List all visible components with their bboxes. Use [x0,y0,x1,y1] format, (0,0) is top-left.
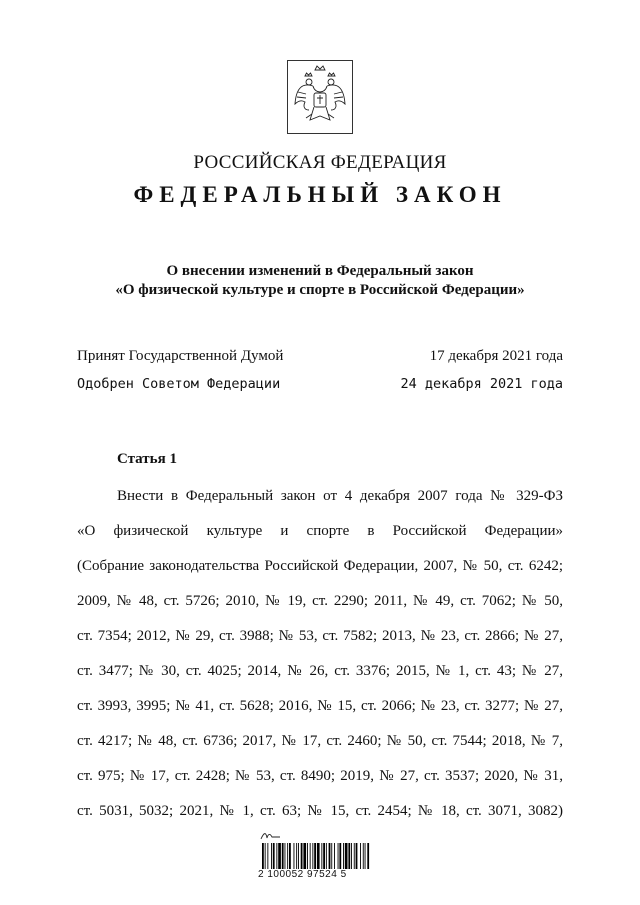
barcode-bar [363,843,364,869]
barcode-bar [334,843,335,869]
barcode-bar [310,843,311,869]
council-date: 24 декабря 2021 года [400,376,563,392]
barcode-bar [317,843,320,869]
barcode-bar [298,843,299,869]
barcode-bar [271,843,272,869]
barcode-bar [367,843,369,869]
barcode-bar [348,843,350,869]
barcode-bar [314,843,316,869]
barcode-bar [343,843,344,869]
barcode-bar [326,843,327,869]
barcode-bar [345,843,348,869]
article-heading: Статья 1 [117,451,177,467]
barcode-bar [294,843,295,869]
barcode [260,843,372,871]
barcode-bar [303,843,306,869]
barcode-bar [307,843,308,869]
barcode-bar [331,843,332,869]
barcode-bar [285,843,286,869]
article-line: 2009, № 48, ст. 5726; 2010, № 19, ст. 2290; 2011, № 49, ст. 7062; № 50, [77,593,563,609]
law-title-line-2: «О физической культуре и спорте в Российской Федерации» [115,282,525,298]
article-line: ст. 5031, 5032; 2021, № 1, ст. 63; № 15, ст. 2454; № 18, ст. 3071, 3082) [77,803,563,819]
barcode-bar [351,843,352,869]
barcode-bar [289,843,291,869]
article-line: ст. 3993, 3995; № 41, ст. 5628; 2016, № 15, ст. 2066; № 23, ст. 3277; № 27, [77,698,563,714]
barcode-number: 2 100052 97524 5 [258,869,347,880]
law-title [0,262,640,300]
barcode-bar [282,843,284,869]
barcode-bar [276,843,277,869]
barcode-bar [354,843,355,869]
barcode-bar [360,843,361,869]
article-line: ст. 7354; 2012, № 29, ст. 3988; № 53, ст. 7582; 2013, № 23, ст. 2866; № 27, [77,628,563,644]
barcode-bar [296,843,297,869]
handwritten-mark [260,830,282,842]
document-type-heading: ФЕДЕРАЛЬНЫЙ ЗАКОН [133,182,507,207]
barcode-bar [273,843,275,869]
barcode-bar [312,843,313,869]
article-line: ст. 975; № 17, ст. 2428; № 53, ст. 8490; 2019, № 27, ст. 3537; 2020, № 31, [77,768,563,784]
barcode-bar [267,843,268,869]
council-label: Одобрен Советом Федерации [77,376,281,392]
barcode-bar [278,843,281,869]
barcode-bar [265,843,266,869]
article-line: (Собрание законодательства Российской Федерации, 2007, № 50, ст. 6242; [77,558,563,574]
law-title-line-1: О внесении изменений в Федеральный закон [166,263,474,279]
article-line: ст. 4217; № 48, ст. 6736; 2017, № 17, ст. 2460; № 50, ст. 7544; 2018, № 7, [77,733,563,749]
duma-label: Принят Государственной Думой [77,348,284,364]
duma-date: 17 декабря 2021 года [429,348,563,364]
barcode-bar [339,843,341,869]
article-line: «О физической культуре и спорте в Российской Федерации» [77,523,563,539]
country-heading: РОССИЙСКАЯ ФЕДЕРАЦИЯ [193,152,447,173]
barcode-bar [323,843,325,869]
coat-of-arms-emblem [287,60,353,134]
article-line: ст. 3477; № 30, ст. 4025; 2014, № 26, ст. 3376; 2015, № 1, ст. 43; № 27, [77,663,563,679]
barcode-bar [356,843,358,869]
barcode-bar [262,843,264,869]
barcode-bar [321,843,322,869]
barcode-bar [338,843,339,869]
barcode-bar [287,843,288,869]
article-line: Внести в Федеральный закон от 4 декабря 2007 года № 329-ФЗ [117,488,563,504]
barcode-bar [365,843,366,869]
barcode-bar [329,843,331,869]
barcode-bar [301,843,303,869]
